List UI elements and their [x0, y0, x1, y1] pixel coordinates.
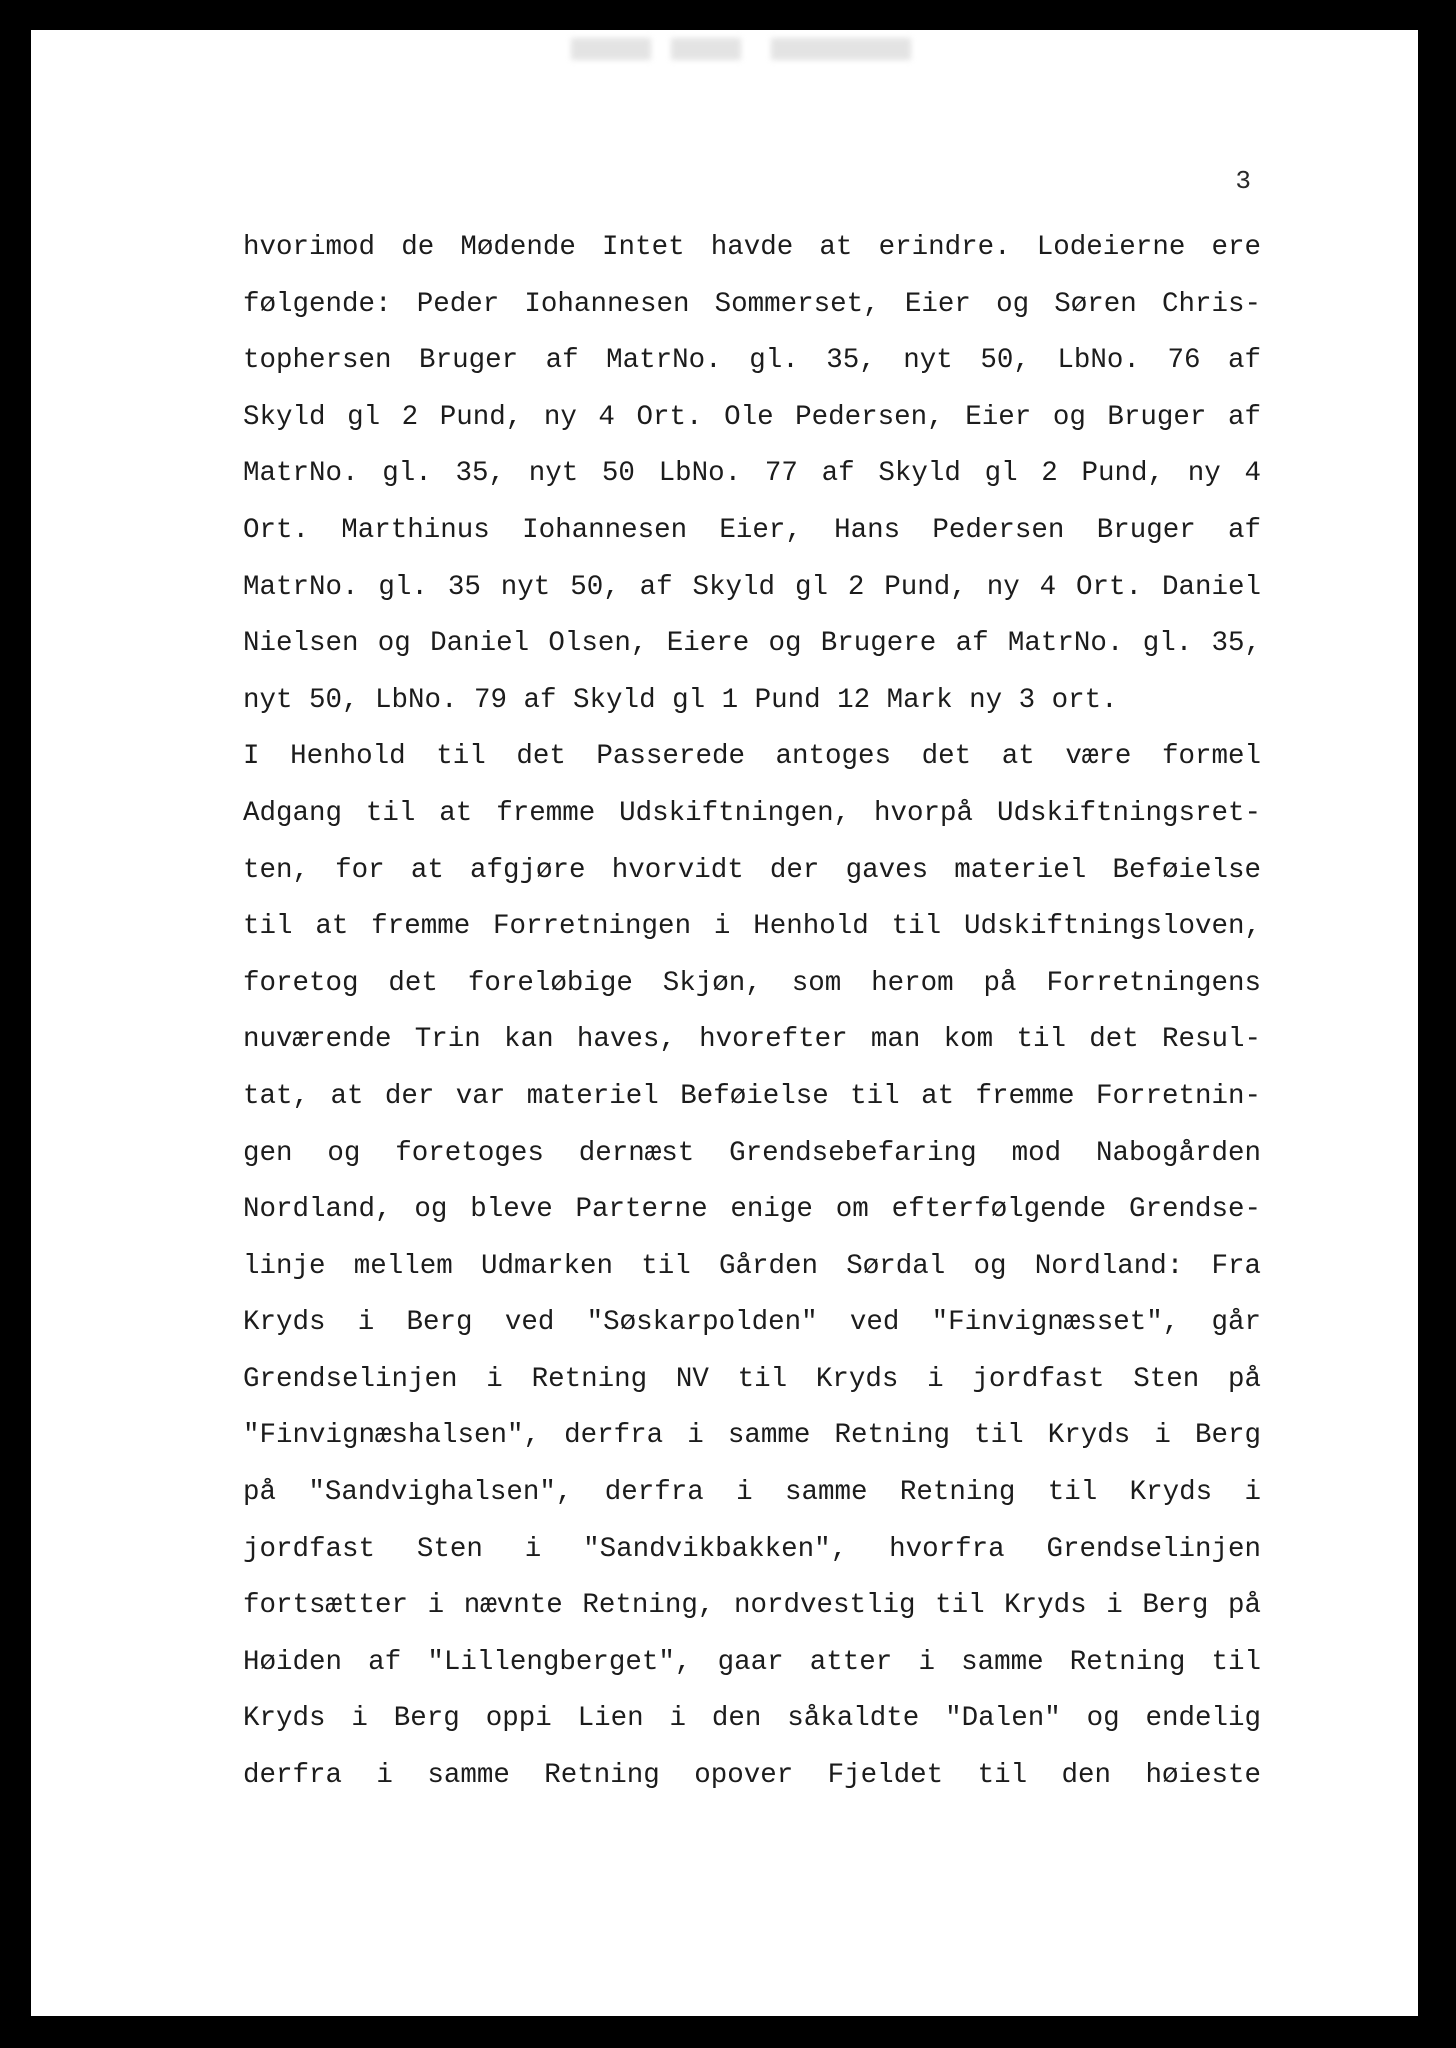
text-line: Kryds i Berg oppi Lien i den såkaldte "Dalen" og endelig — [243, 1703, 1261, 1735]
document-page — [31, 30, 1418, 2016]
scan-smudge — [671, 38, 741, 60]
text-line: gen og foretoges dernæst Grendsebefaring mod Nabogården — [243, 1137, 1261, 1169]
text-line: ten, for at afgjøre hvorvidt der gaves materiel Beføielse — [243, 854, 1261, 886]
text-line: derfra i samme Retning opover Fjeldet til den høieste — [243, 1760, 1261, 1792]
scan-smudge — [571, 38, 651, 60]
text-line: Kryds i Berg ved "Søskarpolden" ved "Finvignæsset", går — [243, 1307, 1261, 1339]
text-line: jordfast Sten i "Sandvikbakken", hvorfra Grendselinjen — [243, 1533, 1261, 1565]
text-line: Nielsen og Daniel Olsen, Eiere og Brugere af MatrNo. gl. 35, — [243, 628, 1261, 660]
scan-smudge — [771, 38, 911, 60]
text-line: I Henhold til det Passerede antoges det at være formel — [243, 741, 1261, 773]
text-line: nuværende Trin kan haves, hvorefter man kom til det Resul- — [243, 1024, 1261, 1056]
page-number: 3 — [1235, 166, 1251, 196]
text-line: Høiden af "Lillengberget", gaar atter i samme Retning til — [243, 1646, 1261, 1678]
text-line: linje mellem Udmarken til Gården Sørdal og Nordland: Fra — [243, 1250, 1261, 1282]
text-line: tophersen Bruger af MatrNo. gl. 35, nyt 50, LbNo. 76 af — [243, 345, 1261, 377]
text-line: Adgang til at fremme Udskiftningen, hvorpå Udskiftningsret- — [243, 797, 1261, 829]
text-line: på "Sandvighalsen", derfra i samme Retning til Kryds i — [243, 1477, 1261, 1509]
text-line: til at fremme Forretningen i Henhold til Udskiftningsloven, — [243, 911, 1261, 943]
text-line: hvorimod de Mødende Intet havde at erindre. Lodeierne ere — [243, 232, 1261, 263]
body-text — [243, 220, 1261, 1805]
text-line: Grendselinjen i Retning NV til Kryds i jordfast Sten på — [243, 1363, 1261, 1395]
text-line: foretog det foreløbige Skjøn, som herom på Forretningens — [243, 967, 1261, 999]
text-line: følgende: Peder Iohannesen Sommerset, Eier og Søren Chris- — [243, 288, 1261, 320]
text-line: Nordland, og bleve Parterne enige om efterfølgende Grendse- — [243, 1194, 1261, 1226]
text-line: MatrNo. gl. 35 nyt 50, af Skyld gl 2 Pund, ny 4 Ort. Daniel — [243, 571, 1261, 603]
text-line: "Finvignæshalsen", derfra i samme Retning til Kryds i Berg — [243, 1420, 1261, 1452]
text-line: tat, at der var materiel Beføielse til at fremme Forretnin- — [243, 1080, 1261, 1112]
text-line: Skyld gl 2 Pund, ny 4 Ort. Ole Pedersen, Eier og Bruger af — [243, 401, 1261, 433]
text-line: Ort. Marthinus Iohannesen Eier, Hans Pedersen Bruger af — [243, 514, 1261, 546]
text-line: nyt 50, LbNo. 79 af Skyld gl 1 Pund 12 Mark ny 3 ort. — [243, 684, 1118, 716]
text-line: fortsætter i nævnte Retning, nordvestlig til Kryds i Berg på — [243, 1590, 1261, 1622]
text-line: MatrNo. gl. 35, nyt 50 LbNo. 77 af Skyld gl 2 Pund, ny 4 — [243, 458, 1261, 490]
